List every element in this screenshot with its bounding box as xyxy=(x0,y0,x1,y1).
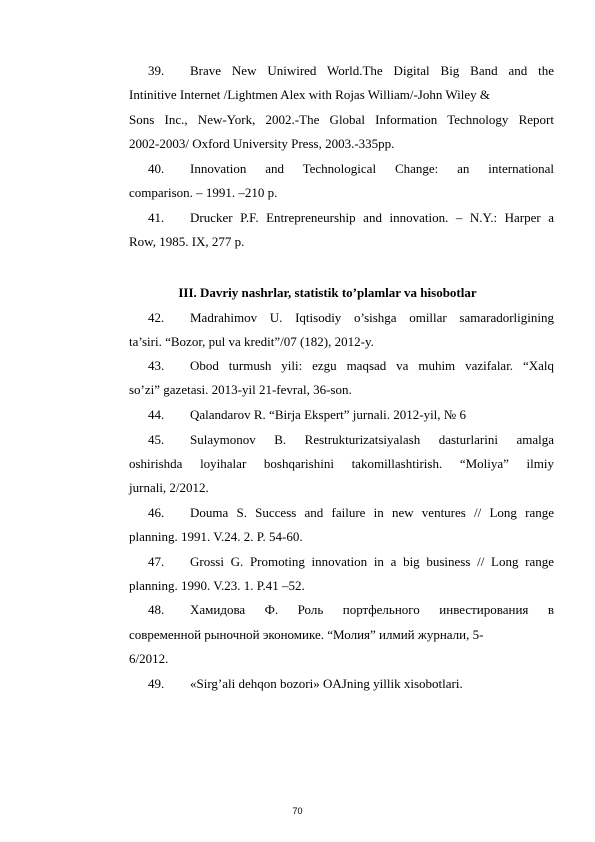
entry-first-line: Madrahimov U. Iqtisodiy o’sishga omillar samaradorligining xyxy=(190,310,554,325)
entry-first-line: Drucker P.F. Entrepreneurship and innovation. – N.Y.: Harper a xyxy=(190,210,554,225)
entry-first-line: Qalandarov R. “Birja Ekspert” jurnali. 2012-yil, № 6 xyxy=(190,407,466,422)
entry-number: 42. xyxy=(148,310,165,325)
entry-line: 6/2012. xyxy=(129,651,169,666)
entry-first-line: Grossi G. Promoting innovation in a big business // Long range xyxy=(190,554,554,569)
entry-first-line: Douma S. Success and failure in new ventures // Long range xyxy=(190,505,554,520)
entry-number: 49. xyxy=(148,676,165,691)
entry-line: jurnali, 2/2012. xyxy=(129,480,209,495)
entry-line: Sons Inc., New-York, 2002.-The Global Information Technology Report xyxy=(129,112,554,127)
entry-number: 40. xyxy=(148,161,165,176)
entry-first-line: «Sirg’ali dehqon bozori» OAJning yillik xisobotlari. xyxy=(190,676,463,691)
entry-number: 45. xyxy=(148,432,165,447)
entry-line: Intinitive Internet /Lightmen Alex with Rojas William/-John Wiley & xyxy=(129,87,490,102)
entry-first-line: Sulaymonov B. Restrukturizatsiyalash dasturlarini amalga xyxy=(190,432,554,447)
section-heading xyxy=(0,285,595,301)
entry-line: ta’siri. “Bozor, pul va kredit”/07 (182), 2012-y. xyxy=(129,334,374,349)
entry-line: planning. 1990. V.23. 1. P.41 –52. xyxy=(129,578,305,593)
entry-number: 47. xyxy=(148,554,165,569)
entry-line: 2002-2003/ Oxford University Press, 2003.-335pp. xyxy=(129,136,395,151)
entry-line: oshirishda loyihalar boshqarishini takomillashtirish. “Moliya” ilmiy xyxy=(129,456,554,471)
entry-first-line: Хамидова Ф. Роль портфельного инвестирования в xyxy=(190,602,554,617)
entry-line: современной рыночной экономике. “Молия” илмий журнали, 5- xyxy=(129,627,484,642)
entry-line: Row, 1985. IX, 277 p. xyxy=(129,234,245,249)
page-number: 70 xyxy=(292,806,303,816)
entry-line: comparison. – 1991. –210 p. xyxy=(129,185,278,200)
entry-number: 48. xyxy=(148,602,165,617)
entry-first-line: Innovation and Technological Change: an international xyxy=(190,161,554,176)
entry-number: 39. xyxy=(148,63,165,78)
entry-number: 46. xyxy=(148,505,165,520)
entry-first-line: Obod turmush yili: ezgu maqsad va muhim vazifalar. “Xalq xyxy=(190,358,554,373)
entry-number: 41. xyxy=(148,210,165,225)
entry-number: 44. xyxy=(148,407,165,422)
entry-line: so’zi” gazetasi. 2013-yil 21-fevral, 36-son. xyxy=(129,382,352,397)
entry-first-line: Brave New Uniwired World.The Digital Big Band and the xyxy=(190,63,554,78)
section-heading-text: III. Davriy nashrlar, statistik to’plamlar va hisobotlar xyxy=(178,285,477,300)
entry-line: planning. 1991. V.24. 2. P. 54-60. xyxy=(129,529,303,544)
entry-number: 43. xyxy=(148,358,165,373)
